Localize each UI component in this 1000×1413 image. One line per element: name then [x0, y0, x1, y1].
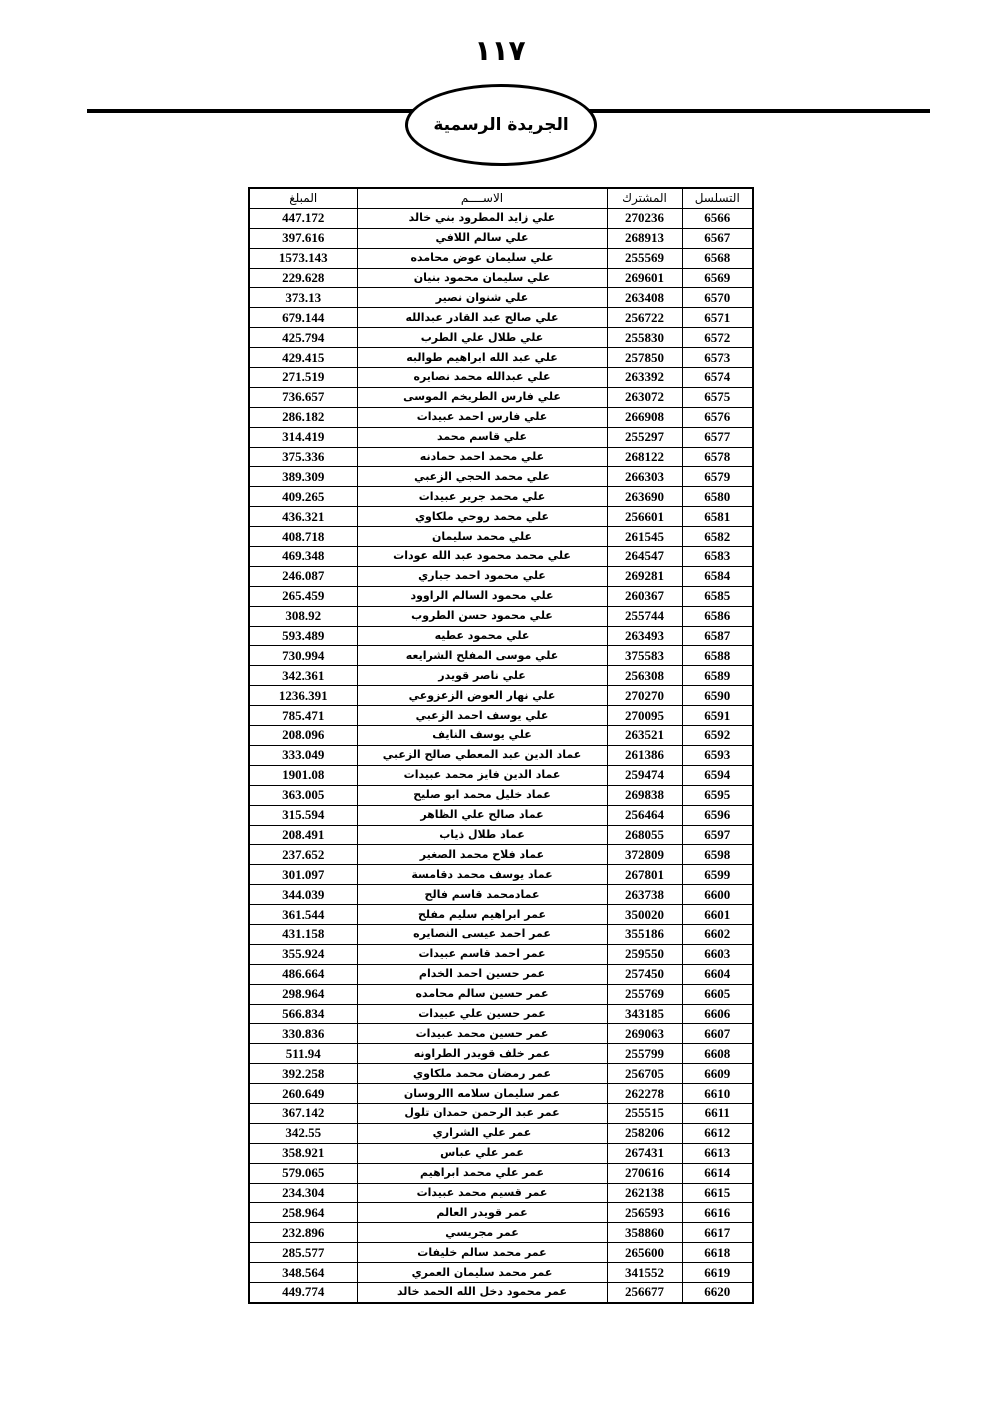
table-row — [249, 1084, 753, 1104]
cell-serial: 6586 — [682, 606, 753, 626]
cell-serial: 6579 — [682, 467, 753, 487]
subscribers-table — [248, 187, 754, 1304]
cell-subscriber: 263072 — [607, 387, 682, 407]
table-row — [249, 1263, 753, 1283]
cell-subscriber: 264547 — [607, 547, 682, 567]
table-row — [249, 765, 753, 785]
cell-serial: 6572 — [682, 328, 753, 348]
cell-amount: 361.544 — [249, 905, 357, 925]
table-row — [249, 228, 753, 248]
table-row — [249, 368, 753, 388]
table-row — [249, 507, 753, 527]
cell-amount: 785.471 — [249, 706, 357, 726]
cell-serial: 6616 — [682, 1203, 753, 1223]
header-serial: التسلسل — [682, 188, 753, 208]
cell-amount: 246.087 — [249, 566, 357, 586]
cell-serial: 6578 — [682, 447, 753, 467]
cell-name: علي نهار العوض الزعزوعي — [357, 686, 607, 706]
cell-subscriber: 350020 — [607, 905, 682, 925]
cell-amount: 330.836 — [249, 1024, 357, 1044]
cell-name: عمر محمد سالم خليفات — [357, 1243, 607, 1263]
cell-serial: 6566 — [682, 208, 753, 228]
table-row — [249, 706, 753, 726]
cell-subscriber: 255569 — [607, 248, 682, 268]
cell-serial: 6574 — [682, 368, 753, 388]
cell-name: عمر محمود دخل الله الحمد خالد — [357, 1282, 607, 1302]
cell-amount: 234.304 — [249, 1183, 357, 1203]
cell-serial: 6581 — [682, 507, 753, 527]
cell-subscriber: 262278 — [607, 1084, 682, 1104]
cell-amount: 344.039 — [249, 885, 357, 905]
cell-subscriber: 255744 — [607, 606, 682, 626]
table-row — [249, 825, 753, 845]
cell-serial: 6582 — [682, 527, 753, 547]
cell-amount: 579.065 — [249, 1163, 357, 1183]
cell-serial: 6615 — [682, 1183, 753, 1203]
cell-name: عمر قسيم محمد عبيدات — [357, 1183, 607, 1203]
cell-name: عمر رمضان محمد ملكاوي — [357, 1064, 607, 1084]
cell-serial: 6606 — [682, 1004, 753, 1024]
table-row — [249, 566, 753, 586]
cell-amount: 566.834 — [249, 1004, 357, 1024]
cell-name: عمر حسين احمد الخدام — [357, 964, 607, 984]
cell-serial: 6602 — [682, 924, 753, 944]
cell-serial: 6620 — [682, 1282, 753, 1302]
cell-serial: 6585 — [682, 586, 753, 606]
cell-name: عمر احمد قاسم عبيدات — [357, 944, 607, 964]
cell-serial: 6619 — [682, 1263, 753, 1283]
cell-subscriber: 269281 — [607, 566, 682, 586]
cell-subscriber: 263408 — [607, 288, 682, 308]
cell-serial: 6575 — [682, 387, 753, 407]
cell-amount: 736.657 — [249, 387, 357, 407]
table-row — [249, 785, 753, 805]
cell-serial: 6588 — [682, 646, 753, 666]
cell-amount: 363.005 — [249, 785, 357, 805]
table-row — [249, 1163, 753, 1183]
table-row — [249, 885, 753, 905]
cell-serial: 6598 — [682, 845, 753, 865]
cell-subscriber: 259550 — [607, 944, 682, 964]
table-row — [249, 845, 753, 865]
cell-subscriber: 268122 — [607, 447, 682, 467]
cell-subscriber: 269601 — [607, 268, 682, 288]
cell-subscriber: 256722 — [607, 308, 682, 328]
gazette-title-ellipse — [405, 84, 597, 166]
cell-subscriber: 255769 — [607, 984, 682, 1004]
cell-serial: 6571 — [682, 308, 753, 328]
cell-amount: 449.774 — [249, 1282, 357, 1302]
cell-amount: 260.649 — [249, 1084, 357, 1104]
cell-subscriber: 257450 — [607, 964, 682, 984]
cell-name: علي شنوان نصير — [357, 288, 607, 308]
cell-name: عمر عبد الرحمن حمدان تلول — [357, 1103, 607, 1123]
table-row — [249, 248, 753, 268]
cell-subscriber: 372809 — [607, 845, 682, 865]
cell-subscriber: 265600 — [607, 1243, 682, 1263]
cell-name: عماد طلال ذياب — [357, 825, 607, 845]
cell-amount: 1236.391 — [249, 686, 357, 706]
cell-amount: 358.921 — [249, 1143, 357, 1163]
cell-amount: 375.336 — [249, 447, 357, 467]
cell-amount: 409.265 — [249, 487, 357, 507]
table-row — [249, 308, 753, 328]
cell-serial: 6577 — [682, 427, 753, 447]
cell-name: عمر حسين سالم محامده — [357, 984, 607, 1004]
cell-amount: 425.794 — [249, 328, 357, 348]
cell-amount: 258.964 — [249, 1203, 357, 1223]
cell-name: علي زايد المطرود بني خالد — [357, 208, 607, 228]
cell-name: علي محمود احمد جباري — [357, 566, 607, 586]
table-row — [249, 905, 753, 925]
table-row — [249, 1103, 753, 1123]
cell-amount: 229.628 — [249, 268, 357, 288]
cell-serial: 6583 — [682, 547, 753, 567]
cell-serial: 6618 — [682, 1243, 753, 1263]
table-row — [249, 586, 753, 606]
table-row — [249, 1024, 753, 1044]
cell-subscriber: 270616 — [607, 1163, 682, 1183]
cell-subscriber: 270270 — [607, 686, 682, 706]
table-row — [249, 1223, 753, 1243]
cell-serial: 6608 — [682, 1044, 753, 1064]
cell-serial: 6567 — [682, 228, 753, 248]
cell-amount: 298.964 — [249, 984, 357, 1004]
cell-subscriber: 258206 — [607, 1123, 682, 1143]
cell-name: عمر احمد عيسى النصايره — [357, 924, 607, 944]
cell-amount: 1573.143 — [249, 248, 357, 268]
cell-amount: 265.459 — [249, 586, 357, 606]
table-row — [249, 328, 753, 348]
cell-subscriber: 261545 — [607, 527, 682, 547]
header-name: الاســــم — [357, 188, 607, 208]
cell-serial: 6573 — [682, 348, 753, 368]
table-row — [249, 487, 753, 507]
cell-name: عمادمحمد قاسم فالح — [357, 885, 607, 905]
cell-amount: 679.144 — [249, 308, 357, 328]
cell-name: علي فارس الطريخم الموسى — [357, 387, 607, 407]
cell-name: علي محمد محمود عبد الله عودات — [357, 547, 607, 567]
cell-amount: 348.564 — [249, 1263, 357, 1283]
cell-subscriber: 270236 — [607, 208, 682, 228]
cell-name: عماد صالح علي الظاهر — [357, 805, 607, 825]
cell-amount: 511.94 — [249, 1044, 357, 1064]
cell-serial: 6568 — [682, 248, 753, 268]
cell-amount: 285.577 — [249, 1243, 357, 1263]
table-row — [249, 984, 753, 1004]
table-row — [249, 944, 753, 964]
cell-amount: 486.664 — [249, 964, 357, 984]
cell-subscriber: 255297 — [607, 427, 682, 447]
cell-subscriber: 267801 — [607, 865, 682, 885]
cell-amount: 333.049 — [249, 745, 357, 765]
cell-name: عمر علي عباس — [357, 1143, 607, 1163]
cell-subscriber: 255830 — [607, 328, 682, 348]
cell-name: علي سليمان محمود بنيان — [357, 268, 607, 288]
cell-serial: 6614 — [682, 1163, 753, 1183]
cell-name: علي موسى المفلح الشرايعه — [357, 646, 607, 666]
cell-amount: 431.158 — [249, 924, 357, 944]
page-number: ١١٧ — [474, 34, 526, 67]
cell-name: علي محمد جرير عبيدات — [357, 487, 607, 507]
cell-subscriber: 256464 — [607, 805, 682, 825]
cell-subscriber: 256308 — [607, 666, 682, 686]
cell-amount: 373.13 — [249, 288, 357, 308]
cell-serial: 6613 — [682, 1143, 753, 1163]
cell-name: علي سالم اللافي — [357, 228, 607, 248]
cell-name: علي محمود عطيه — [357, 626, 607, 646]
cell-name: علي محمد روحي ملكاوي — [357, 507, 607, 527]
cell-name: علي سليمان عوض محامده — [357, 248, 607, 268]
cell-amount: 389.309 — [249, 467, 357, 487]
cell-subscriber: 269838 — [607, 785, 682, 805]
cell-serial: 6607 — [682, 1024, 753, 1044]
cell-subscriber: 256705 — [607, 1064, 682, 1084]
cell-name: عماد يوسف محمد دقامسة — [357, 865, 607, 885]
cell-name: عمر علي الشراري — [357, 1123, 607, 1143]
cell-subscriber: 256601 — [607, 507, 682, 527]
table-row — [249, 527, 753, 547]
cell-amount: 286.182 — [249, 407, 357, 427]
cell-name: علي محمود السالم الراوود — [357, 586, 607, 606]
cell-subscriber: 260367 — [607, 586, 682, 606]
table-row — [249, 348, 753, 368]
cell-amount: 271.519 — [249, 368, 357, 388]
cell-serial: 6589 — [682, 666, 753, 686]
cell-serial: 6600 — [682, 885, 753, 905]
table-row — [249, 547, 753, 567]
cell-subscriber: 263521 — [607, 726, 682, 746]
header-amount: المبلغ — [249, 188, 357, 208]
cell-subscriber: 270095 — [607, 706, 682, 726]
table-row — [249, 1203, 753, 1223]
cell-subscriber: 266908 — [607, 407, 682, 427]
cell-name: علي فارس احمد عبيدات — [357, 407, 607, 427]
cell-name: عمر مجريسي — [357, 1223, 607, 1243]
table-header-row — [249, 188, 753, 208]
cell-subscriber: 268055 — [607, 825, 682, 845]
table-row — [249, 1183, 753, 1203]
cell-name: علي صالح عبد القادر عبدالله — [357, 308, 607, 328]
cell-serial: 6596 — [682, 805, 753, 825]
cell-name: علي طلال علي الطرب — [357, 328, 607, 348]
cell-name: علي قاسم محمد — [357, 427, 607, 447]
cell-name: عمر خلف قويدر الطراونه — [357, 1044, 607, 1064]
table-row — [249, 407, 753, 427]
cell-subscriber: 255515 — [607, 1103, 682, 1123]
cell-amount: 342.55 — [249, 1123, 357, 1143]
table-row — [249, 606, 753, 626]
table-row — [249, 208, 753, 228]
table-row — [249, 1243, 753, 1263]
table-row — [249, 427, 753, 447]
table-row — [249, 288, 753, 308]
cell-serial: 6592 — [682, 726, 753, 746]
cell-serial: 6612 — [682, 1123, 753, 1143]
cell-serial: 6611 — [682, 1103, 753, 1123]
cell-serial: 6590 — [682, 686, 753, 706]
cell-amount: 593.489 — [249, 626, 357, 646]
cell-amount: 447.172 — [249, 208, 357, 228]
cell-name: عماد الدين عبد المعطي صالح الزعبي — [357, 745, 607, 765]
cell-serial: 6587 — [682, 626, 753, 646]
cell-amount: 392.258 — [249, 1064, 357, 1084]
cell-serial: 6617 — [682, 1223, 753, 1243]
cell-serial: 6576 — [682, 407, 753, 427]
cell-name: عمر قويدر العالم — [357, 1203, 607, 1223]
cell-serial: 6580 — [682, 487, 753, 507]
table-row — [249, 805, 753, 825]
cell-name: علي يوسف النايف — [357, 726, 607, 746]
cell-amount: 301.097 — [249, 865, 357, 885]
cell-subscriber: 343185 — [607, 1004, 682, 1024]
cell-amount: 367.142 — [249, 1103, 357, 1123]
cell-serial: 6597 — [682, 825, 753, 845]
cell-serial: 6605 — [682, 984, 753, 1004]
cell-serial: 6599 — [682, 865, 753, 885]
cell-subscriber: 263690 — [607, 487, 682, 507]
cell-serial: 6604 — [682, 964, 753, 984]
cell-name: علي محمود حسن الطروب — [357, 606, 607, 626]
gazette-title: الجريدة الرسمية — [433, 115, 569, 135]
cell-subscriber: 257850 — [607, 348, 682, 368]
cell-name: علي محمد سليمان — [357, 527, 607, 547]
cell-name: علي محمد الحجي الزعبي — [357, 467, 607, 487]
table-row — [249, 666, 753, 686]
cell-name: علي يوسف احمد الزعبي — [357, 706, 607, 726]
table-row — [249, 268, 753, 288]
cell-name: عمر علي محمد ابراهيم — [357, 1163, 607, 1183]
table-row — [249, 1282, 753, 1302]
cell-subscriber: 267431 — [607, 1143, 682, 1163]
table-row — [249, 646, 753, 666]
cell-subscriber: 256593 — [607, 1203, 682, 1223]
cell-amount: 1901.08 — [249, 765, 357, 785]
table-row — [249, 467, 753, 487]
cell-serial: 6609 — [682, 1064, 753, 1084]
cell-amount: 315.594 — [249, 805, 357, 825]
table-row — [249, 865, 753, 885]
cell-name: عمر ابراهيم سليم مفلح — [357, 905, 607, 925]
cell-subscriber: 255799 — [607, 1044, 682, 1064]
cell-serial: 6601 — [682, 905, 753, 925]
cell-name: علي عبدالله محمد نصايره — [357, 368, 607, 388]
cell-name: علي محمد احمد حمادنه — [357, 447, 607, 467]
cell-subscriber: 358860 — [607, 1223, 682, 1243]
table-row — [249, 1123, 753, 1143]
cell-name: علي ناصر قويدر — [357, 666, 607, 686]
cell-subscriber: 266303 — [607, 467, 682, 487]
cell-serial: 6595 — [682, 785, 753, 805]
cell-name: علي عبد الله ابراهيم طوالبه — [357, 348, 607, 368]
cell-name: عمر حسين علي عبيدات — [357, 1004, 607, 1024]
subscribers-table-container — [248, 187, 752, 1304]
cell-amount: 237.652 — [249, 845, 357, 865]
cell-serial: 6584 — [682, 566, 753, 586]
cell-subscriber: 375583 — [607, 646, 682, 666]
header-subscriber: المشترك — [607, 188, 682, 208]
table-row — [249, 1044, 753, 1064]
cell-subscriber: 269063 — [607, 1024, 682, 1044]
cell-name: عمر محمد سليمان العمري — [357, 1263, 607, 1283]
table-row — [249, 1004, 753, 1024]
cell-name: عماد الدين فايز محمد عبيدات — [357, 765, 607, 785]
cell-serial: 6569 — [682, 268, 753, 288]
cell-subscriber: 259474 — [607, 765, 682, 785]
cell-serial: 6610 — [682, 1084, 753, 1104]
cell-subscriber: 341552 — [607, 1263, 682, 1283]
table-row — [249, 686, 753, 706]
cell-serial: 6594 — [682, 765, 753, 785]
cell-name: عمر حسين محمد عبيدات — [357, 1024, 607, 1044]
cell-amount: 429.415 — [249, 348, 357, 368]
cell-subscriber: 256677 — [607, 1282, 682, 1302]
cell-amount: 308.92 — [249, 606, 357, 626]
cell-subscriber: 262138 — [607, 1183, 682, 1203]
cell-name: عماد فلاح محمد الصغير — [357, 845, 607, 865]
cell-serial: 6570 — [682, 288, 753, 308]
cell-subscriber: 261386 — [607, 745, 682, 765]
table-body — [249, 208, 753, 1302]
table-row — [249, 1064, 753, 1084]
cell-subscriber: 263738 — [607, 885, 682, 905]
cell-serial: 6593 — [682, 745, 753, 765]
table-row — [249, 924, 753, 944]
table-row — [249, 726, 753, 746]
table-row — [249, 1143, 753, 1163]
cell-name: عماد خليل محمد ابو صليح — [357, 785, 607, 805]
cell-amount: 342.361 — [249, 666, 357, 686]
cell-amount: 436.321 — [249, 507, 357, 527]
cell-amount: 730.994 — [249, 646, 357, 666]
cell-serial: 6591 — [682, 706, 753, 726]
cell-amount: 208.096 — [249, 726, 357, 746]
cell-subscriber: 263392 — [607, 368, 682, 388]
cell-amount: 208.491 — [249, 825, 357, 845]
cell-amount: 355.924 — [249, 944, 357, 964]
cell-amount: 314.419 — [249, 427, 357, 447]
cell-subscriber: 355186 — [607, 924, 682, 944]
cell-amount: 397.616 — [249, 228, 357, 248]
table-row — [249, 745, 753, 765]
cell-name: عمر سليمان سلامه االروسان — [357, 1084, 607, 1104]
table-row — [249, 964, 753, 984]
table-row — [249, 387, 753, 407]
cell-subscriber: 263493 — [607, 626, 682, 646]
table-row — [249, 447, 753, 467]
cell-subscriber: 268913 — [607, 228, 682, 248]
cell-serial: 6603 — [682, 944, 753, 964]
table-row — [249, 626, 753, 646]
cell-amount: 408.718 — [249, 527, 357, 547]
cell-amount: 232.896 — [249, 1223, 357, 1243]
cell-amount: 469.348 — [249, 547, 357, 567]
